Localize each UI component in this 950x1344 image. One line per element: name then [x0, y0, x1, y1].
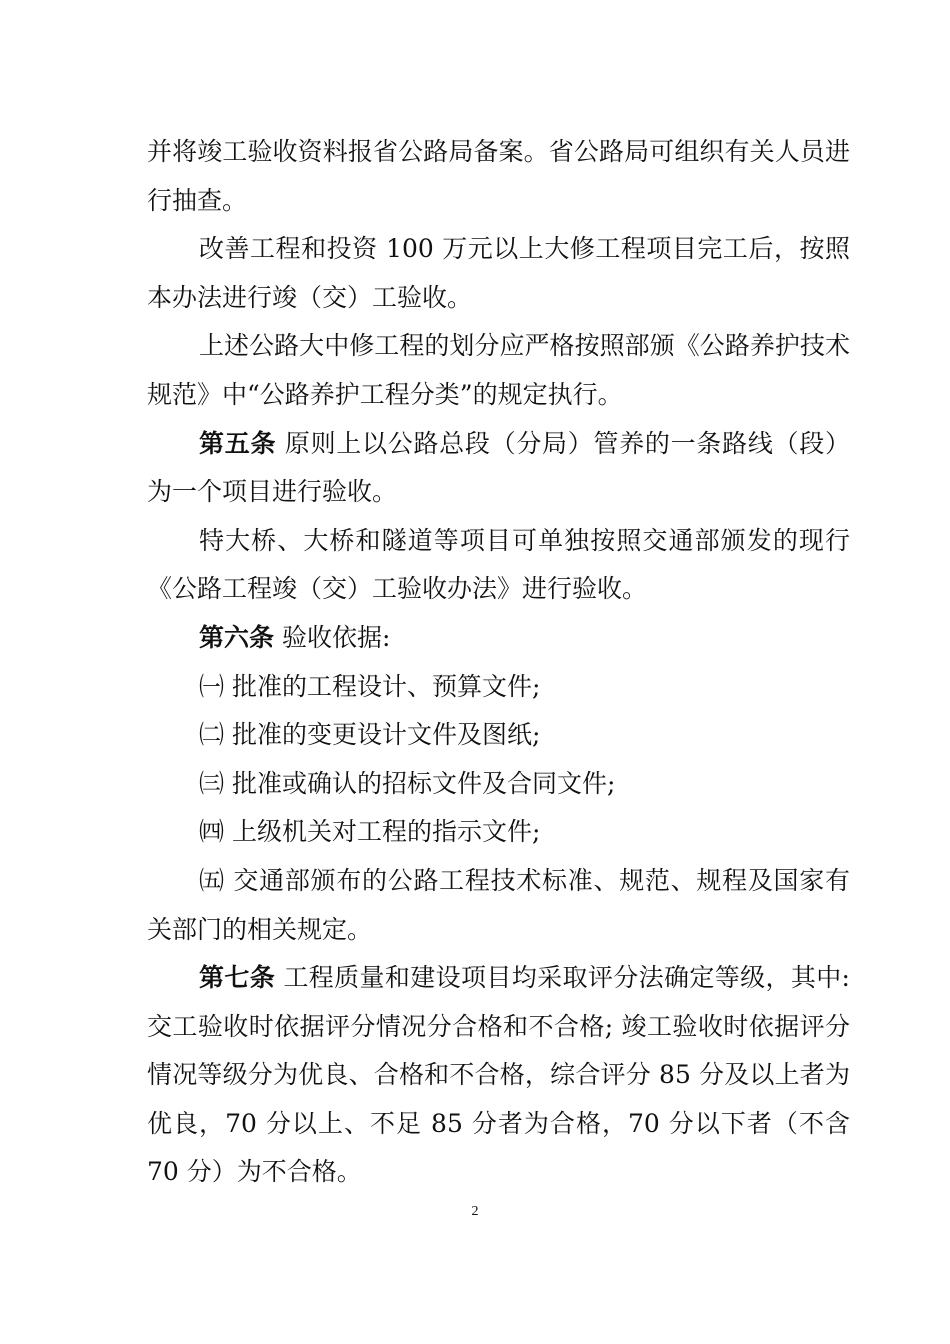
paragraph-text: 原则上以公路总段（分局）管养的一条路线（段）为一个项目进行验收。 [147, 428, 850, 507]
body-text [147, 128, 850, 1197]
article-label: 第五条 [199, 428, 277, 458]
list-item [147, 760, 850, 809]
paragraph-text: ㈢ 批准或确认的招标文件及合同文件; [199, 768, 616, 798]
article-label: 第六条 [199, 622, 275, 652]
paragraph-text: 验收依据: [281, 622, 391, 652]
paragraph-text: ㈡ 批准的变更设计文件及图纸; [199, 720, 541, 750]
article-paragraph [147, 614, 850, 663]
paragraph-text: 特大桥、大桥和隧道等项目可单独按照交通部颁发的现行《公路工程竣（交）工验收办法》进行验收。 [147, 525, 850, 604]
paragraph-text: 上述公路大中修工程的划分应严格按照部颁《公路养护技术规范》中“公路养护工程分类”的规定执行。 [147, 331, 850, 409]
paragraph [147, 517, 850, 614]
list-item [147, 857, 850, 954]
article-paragraph [147, 954, 850, 1197]
paragraph [147, 322, 850, 419]
paragraph-text: ㈣ 上级机关对工程的指示文件; [199, 817, 541, 847]
page-number: 2 [471, 1204, 479, 1219]
paragraph-text: ㈤ 交通部颁布的公路工程技术标准、规范、规程及国家有关部门的相关规定。 [147, 865, 850, 944]
article-label: 第七条 [199, 963, 276, 993]
paragraph [147, 225, 850, 322]
list-item [147, 711, 850, 760]
article-paragraph [147, 420, 850, 517]
paragraph-text: 改善工程和投资 100 万元以上大修工程项目完工后，按照本办法进行竣（交）工验收。 [147, 234, 850, 312]
paragraph [147, 128, 850, 225]
list-item [147, 663, 850, 712]
paragraph-text: 工程质量和建设项目均采取评分法确定等级，其中:交工验收时依据评分情况分合格和不合格; 竣工验收时依据评分情况等级分为优良、合格和不合格，综合评分 85 分及以上者为优良，70 分以上、不足 85 分者为合格，70 分以下者（不含 70 分）为不合格。 [147, 963, 850, 1187]
paragraph-text: 并将竣工验收资料报省公路局备案。省公路局可组织有关人员进行抽查。 [147, 137, 850, 215]
paragraph-text: ㈠ 批准的工程设计、预算文件; [199, 671, 541, 701]
list-item [147, 808, 850, 857]
